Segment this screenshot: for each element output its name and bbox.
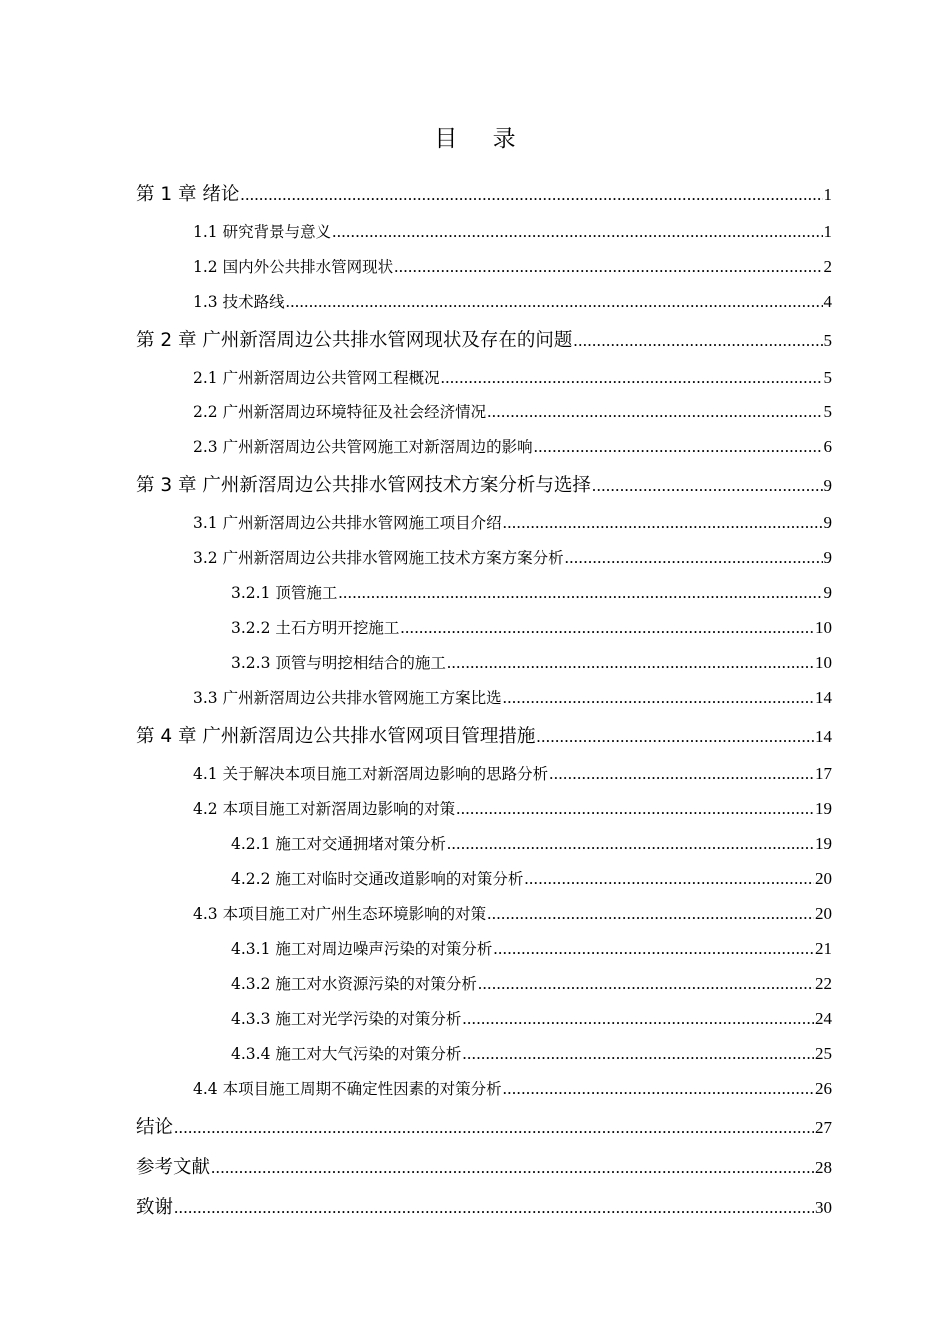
- toc-entry-3-3[interactable]: [193, 686, 832, 708]
- dot-leader: [573, 331, 822, 351]
- toc-entry-4-3-4[interactable]: [231, 1042, 832, 1064]
- toc-entry-label: 3.2.3 顶管与明挖相结合的施工: [231, 654, 446, 672]
- toc-entry-label: 1.3 技术路线: [193, 293, 285, 311]
- toc-entry-label: 3.1 广州新滘周边公共排水管网施工项目介绍: [193, 514, 502, 532]
- toc-entry-page: 10: [815, 653, 832, 672]
- toc-entry-label: 4.2.1 施工对交通拥堵对策分析: [231, 835, 446, 853]
- toc-entry-4-3-3[interactable]: [231, 1007, 832, 1029]
- dot-leader: [174, 1118, 814, 1138]
- toc-entry-label: 第 3 章 广州新滘周边公共排水管网技术方案分析与选择: [136, 475, 591, 496]
- toc-entry-label: 第 1 章 绪论: [136, 184, 240, 205]
- toc-entry-label: 4.4 本项目施工周期不确定性因素的对策分析: [193, 1080, 502, 1098]
- toc-entry-1-3[interactable]: [193, 290, 832, 312]
- toc-entry-4-3-1[interactable]: [231, 937, 832, 959]
- toc-entry-2-3[interactable]: [193, 435, 832, 457]
- toc-entry-4-1[interactable]: [193, 762, 832, 784]
- toc-entry-page: 5: [823, 402, 832, 421]
- toc-entry-label: 4.2 本项目施工对新滘周边影响的对策: [193, 800, 456, 818]
- toc-entry-4-2-2[interactable]: [231, 867, 832, 889]
- toc-entry-chapter-4[interactable]: [136, 722, 832, 748]
- toc-entry-label: 致谢: [136, 1197, 174, 1218]
- dot-leader: [338, 583, 822, 603]
- toc-entry-4-4[interactable]: [193, 1077, 832, 1099]
- dot-leader: [441, 368, 823, 388]
- toc-entry-page: 24: [815, 1009, 832, 1028]
- dot-leader: [565, 548, 823, 568]
- toc-entry-label: 参考文献: [136, 1157, 211, 1178]
- dot-leader: [549, 764, 814, 784]
- toc-entry-page: 28: [815, 1158, 832, 1177]
- toc-entry-label: 第 2 章 广州新滘周边公共排水管网现状及存在的问题: [136, 330, 573, 351]
- toc-entry-chapter-1[interactable]: [136, 180, 832, 206]
- toc-entry-label: 3.2 广州新滘周边公共排水管网施工技术方案方案分析: [193, 549, 564, 567]
- toc-entry-page: 19: [815, 834, 832, 853]
- toc-entry-page: 14: [815, 688, 832, 707]
- toc-entry-label: 3.2.1 顶管施工: [231, 584, 338, 602]
- toc-entry-label: 4.2.2 施工对临时交通改道影响的对策分析: [231, 870, 524, 888]
- toc-entry-3-2-1[interactable]: [231, 581, 832, 603]
- toc-entry-2-1[interactable]: [193, 366, 832, 388]
- toc-entry-label: 3.2.2 土石方明开挖施工: [231, 619, 400, 637]
- dot-leader: [503, 1079, 814, 1099]
- toc-entry-page: 20: [815, 869, 832, 888]
- dot-leader: [400, 618, 814, 638]
- dot-leader: [456, 799, 814, 819]
- dot-leader: [493, 939, 814, 959]
- toc-entry-4-3-2[interactable]: [231, 972, 832, 994]
- dot-leader: [447, 653, 814, 673]
- toc-entry-page: 5: [823, 331, 832, 350]
- toc-entry-label: 结论: [136, 1117, 174, 1138]
- toc-entry-3-2[interactable]: [193, 546, 832, 568]
- toc-entry-label: 2.2 广州新滘周边环境特征及社会经济情况: [193, 403, 487, 421]
- toc-entry-page: 1: [823, 185, 832, 204]
- dot-leader: [447, 834, 814, 854]
- toc-entry-page: 26: [815, 1079, 832, 1098]
- toc-entry-4-2[interactable]: [193, 797, 832, 819]
- toc-entry-page: 20: [815, 904, 832, 923]
- toc-entry-label: 4.1 关于解决本项目施工对新滘周边影响的思路分析: [193, 765, 549, 783]
- toc-entry-page: 2: [823, 257, 832, 276]
- toc-entry-acknowledgements[interactable]: [136, 1193, 832, 1219]
- toc-entry-label: 第 4 章 广州新滘周边公共排水管网项目管理措施: [136, 726, 536, 747]
- toc-entry-page: 17: [815, 764, 832, 783]
- toc-entry-page: 9: [823, 513, 832, 532]
- toc-entry-page: 9: [823, 476, 832, 495]
- toc-entry-page: 22: [815, 974, 832, 993]
- toc-entry-page: 1: [823, 222, 832, 241]
- dot-leader: [240, 185, 822, 205]
- toc-entry-2-2[interactable]: [193, 400, 832, 422]
- dot-leader: [462, 1009, 814, 1029]
- toc-entry-page: 5: [823, 368, 832, 387]
- toc-entry-page: 14: [815, 727, 832, 746]
- toc-entry-1-1[interactable]: [193, 220, 832, 242]
- toc-entry-page: 27: [815, 1118, 832, 1137]
- toc-entry-page: 10: [815, 618, 832, 637]
- dot-leader: [394, 257, 822, 277]
- toc-entry-page: 25: [815, 1044, 832, 1063]
- toc-entry-label: 4.3.2 施工对水资源污染的对策分析: [231, 975, 477, 993]
- toc-entry-label: 4.3 本项目施工对广州生态环境影响的对策: [193, 905, 487, 923]
- dot-leader: [592, 476, 823, 496]
- toc-entry-page: 6: [823, 437, 832, 456]
- dot-leader: [487, 402, 822, 422]
- toc-entry-page: 9: [823, 548, 832, 567]
- toc-entry-conclusion[interactable]: [136, 1113, 832, 1139]
- toc-entry-label: 2.3 广州新滘周边公共管网施工对新滘周边的影响: [193, 438, 533, 456]
- toc-entry-label: 1.1 研究背景与意义: [193, 223, 332, 241]
- toc-entry-label: 4.3.1 施工对周边噪声污染的对策分析: [231, 940, 493, 958]
- toc-entry-label: 3.3 广州新滘周边公共排水管网施工方案比选: [193, 689, 502, 707]
- toc-entry-page: 21: [815, 939, 832, 958]
- toc-entry-4-2-1[interactable]: [231, 832, 832, 854]
- toc-entry-label: 1.2 国内外公共排水管网现状: [193, 258, 394, 276]
- toc-entry-chapter-3[interactable]: [136, 471, 832, 497]
- toc-entry-page: 9: [823, 583, 832, 602]
- toc-entry-label: 4.3.3 施工对光学污染的对策分析: [231, 1010, 462, 1028]
- toc-entry-1-2[interactable]: [193, 255, 832, 277]
- dot-leader: [503, 513, 823, 533]
- toc-title: 目 录: [434, 126, 530, 152]
- dot-leader: [478, 974, 814, 994]
- dot-leader: [534, 437, 823, 457]
- toc-entry-chapter-2[interactable]: [136, 326, 832, 352]
- dot-leader: [174, 1198, 814, 1218]
- dot-leader: [462, 1044, 814, 1064]
- dot-leader: [524, 869, 814, 889]
- toc-entry-page: 30: [815, 1198, 832, 1217]
- toc-entry-3-2-2[interactable]: [231, 616, 832, 638]
- dot-leader: [332, 222, 822, 242]
- toc-entry-references[interactable]: [136, 1153, 832, 1179]
- toc-entry-3-1[interactable]: [193, 511, 832, 533]
- toc-entry-3-2-3[interactable]: [231, 651, 832, 673]
- toc-entry-label: 2.1 广州新滘周边公共管网工程概况: [193, 369, 440, 387]
- toc-entry-page: 4: [823, 292, 832, 311]
- toc-entry-4-3[interactable]: [193, 902, 832, 924]
- dot-leader: [536, 727, 814, 747]
- toc-entry-label: 4.3.4 施工对大气污染的对策分析: [231, 1045, 462, 1063]
- dot-leader: [211, 1158, 814, 1178]
- dot-leader: [286, 292, 823, 312]
- dot-leader: [503, 688, 814, 708]
- toc-entry-page: 19: [815, 799, 832, 818]
- dot-leader: [487, 904, 814, 924]
